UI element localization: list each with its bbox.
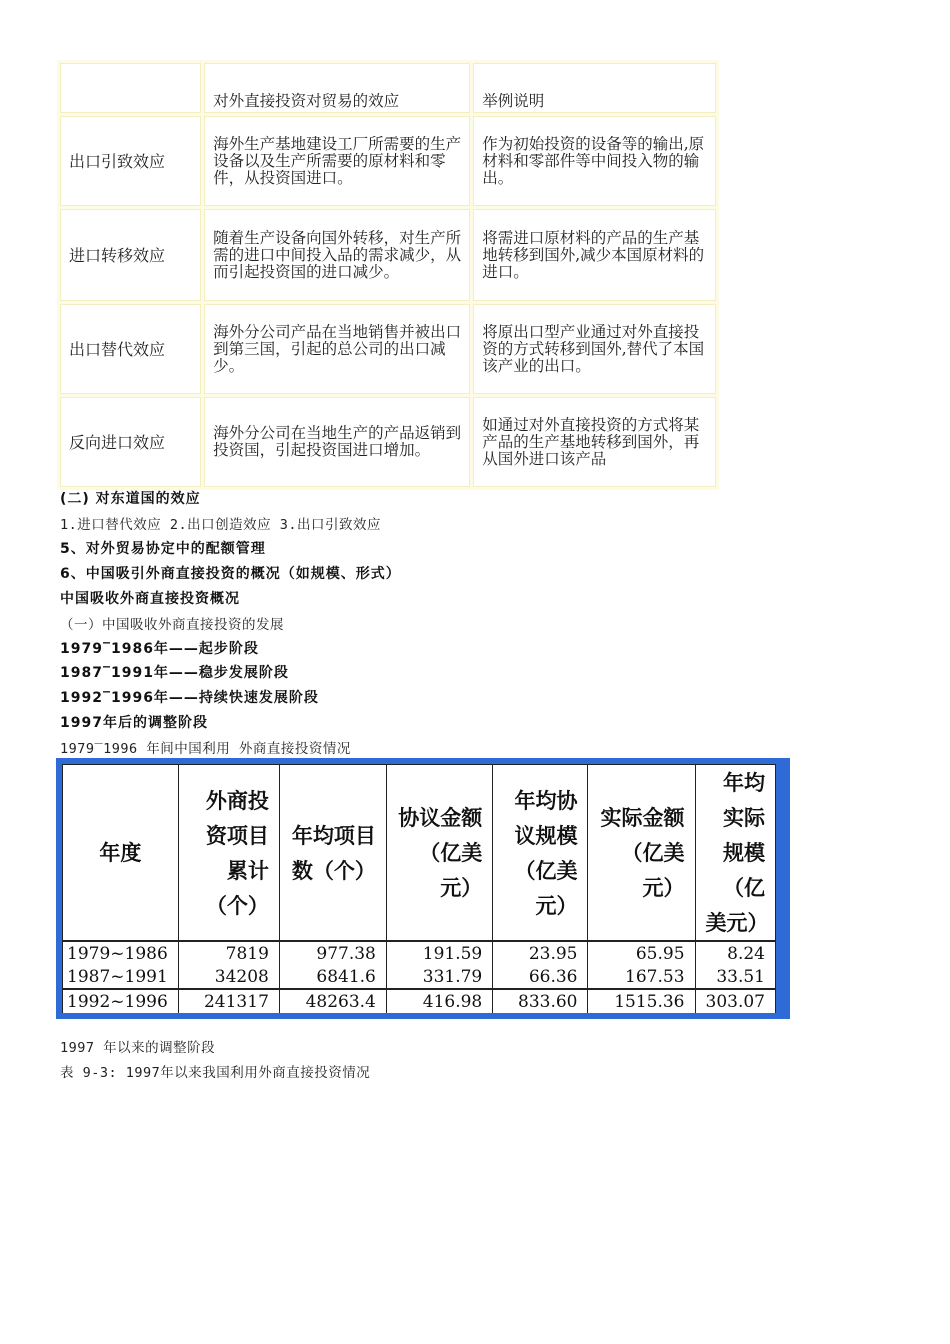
cell-value: 7819: [178, 941, 279, 965]
effect-description: 随着生产设备向国外转移，对生产所需的进口中间投入品的需求减少，从而引起投资国的进口减少。: [204, 209, 470, 301]
effect-name: 进口转移效应: [60, 209, 201, 301]
cell-year: 1987~1991: [63, 965, 179, 989]
cell-value: 34208: [178, 965, 279, 989]
cell-value: 191.59: [386, 941, 492, 965]
effect-name: 出口引致效应: [60, 116, 201, 206]
col-annual-contract: 年均协议规模（亿美元）: [493, 765, 588, 942]
effect-example: 作为初始投资的设备等的输出,原材料和零部件等中间投入物的输出。: [473, 116, 716, 206]
cell-year: 1979~1986: [63, 941, 179, 965]
cell-value: 977.38: [279, 941, 386, 965]
col-annual-projects: 年均项目数（个）: [279, 765, 386, 942]
table-row: [63, 965, 776, 989]
col-cumulative-projects: 外商投资项目累计（个）: [178, 765, 279, 942]
cell-value: 48263.4: [279, 989, 386, 1013]
effect-description: 海外生产基地建设工厂所需要的生产设备以及生产所需要的原材料和零件，从投资国进口。: [204, 116, 470, 206]
col-contract-amount: 协议金额（亿美元）: [386, 765, 492, 942]
trade-effects-table: [57, 60, 719, 490]
adjustment-stage-label: 1997 年以来的调整阶段: [60, 1040, 216, 1056]
cell-value: 331.79: [386, 965, 492, 989]
col-year: 年度: [63, 765, 179, 942]
cell-value: 6841.6: [279, 965, 386, 989]
effect-description: 海外分公司产品在当地销售并被出口到第三国，引起的总公司的出口减少。: [204, 304, 470, 394]
table-row: [60, 397, 716, 487]
cell-year: 1992~1996: [63, 989, 179, 1013]
stage-3: 1992‾1996年——持续快速发展阶段: [60, 690, 319, 706]
cell-value: 23.95: [493, 941, 588, 965]
cell-value: 66.36: [493, 965, 588, 989]
col-annual-actual: 年均实际规模（亿美元）: [695, 765, 775, 942]
cell-value: 416.98: [386, 989, 492, 1013]
table-row: [63, 941, 776, 965]
table-9-3-caption: 表 9-3: 1997年以来我国利用外商直接投资情况: [60, 1065, 371, 1081]
table-header-row: [60, 63, 716, 113]
table-row: [60, 304, 716, 394]
header-cell-example: 举例说明: [473, 63, 716, 113]
cell-value: 1515.36: [588, 989, 695, 1013]
stage-2: 1987‾1991年——稳步发展阶段: [60, 665, 289, 681]
cell-value: 65.95: [588, 941, 695, 965]
fdi-statistics-table: [62, 764, 776, 1013]
effect-description: 海外分公司在当地生产的产品返销到投资国，引起投资国进口增加。: [204, 397, 470, 487]
effect-name: 出口替代效应: [60, 304, 201, 394]
heading-quota-management: 5、对外贸易协定中的配额管理: [60, 541, 266, 557]
cell-value: 241317: [178, 989, 279, 1013]
header-cell-empty: [60, 63, 201, 113]
section-heading-host-country: (二) 对东道国的效应: [60, 491, 201, 507]
table-row: [63, 989, 776, 1013]
table-row: [60, 116, 716, 206]
cell-value: 8.24: [695, 941, 775, 965]
heading-fdi-overview: 6、中国吸引外商直接投资的概况（如规模、形式）: [60, 566, 401, 582]
col-actual-amount: 实际金额（亿美元）: [588, 765, 695, 942]
stage-1: 1979‾1986年——起步阶段: [60, 641, 259, 657]
header-cell-effect: 对外直接投资对贸易的效应: [204, 63, 470, 113]
fdi-table-image: [56, 758, 790, 1019]
heading-china-fdi: 中国吸收外商直接投资概况: [60, 591, 240, 607]
cell-value: 167.53: [588, 965, 695, 989]
host-country-effects-list: 1.进口替代效应 2.出口创造效应 3.出口引致效应: [60, 517, 382, 533]
fdi-header-row: [63, 765, 776, 942]
effect-example: 将需进口原材料的产品的生产基地转移到国外,减少本国原材料的进口。: [473, 209, 716, 301]
subheading-development: （一）中国吸收外商直接投资的发展: [60, 617, 284, 633]
stage-4: 1997年后的调整阶段: [60, 715, 208, 731]
cell-value: 833.60: [493, 989, 588, 1013]
effect-name: 反向进口效应: [60, 397, 201, 487]
cell-value: 303.07: [695, 989, 775, 1013]
effect-example: 如通过对外直接投资的方式将某产品的生产基地转移到国外，再从国外进口该产品: [473, 397, 716, 487]
fdi-table-caption: 1979‾1996 年间中国利用 外商直接投资情况: [60, 741, 351, 757]
fdi-table-inner: [62, 764, 776, 1013]
table-row: [60, 209, 716, 301]
effect-example: 将原出口型产业通过对外直接投资的方式转移到国外,替代了本国该产业的出口。: [473, 304, 716, 394]
cell-value: 33.51: [695, 965, 775, 989]
